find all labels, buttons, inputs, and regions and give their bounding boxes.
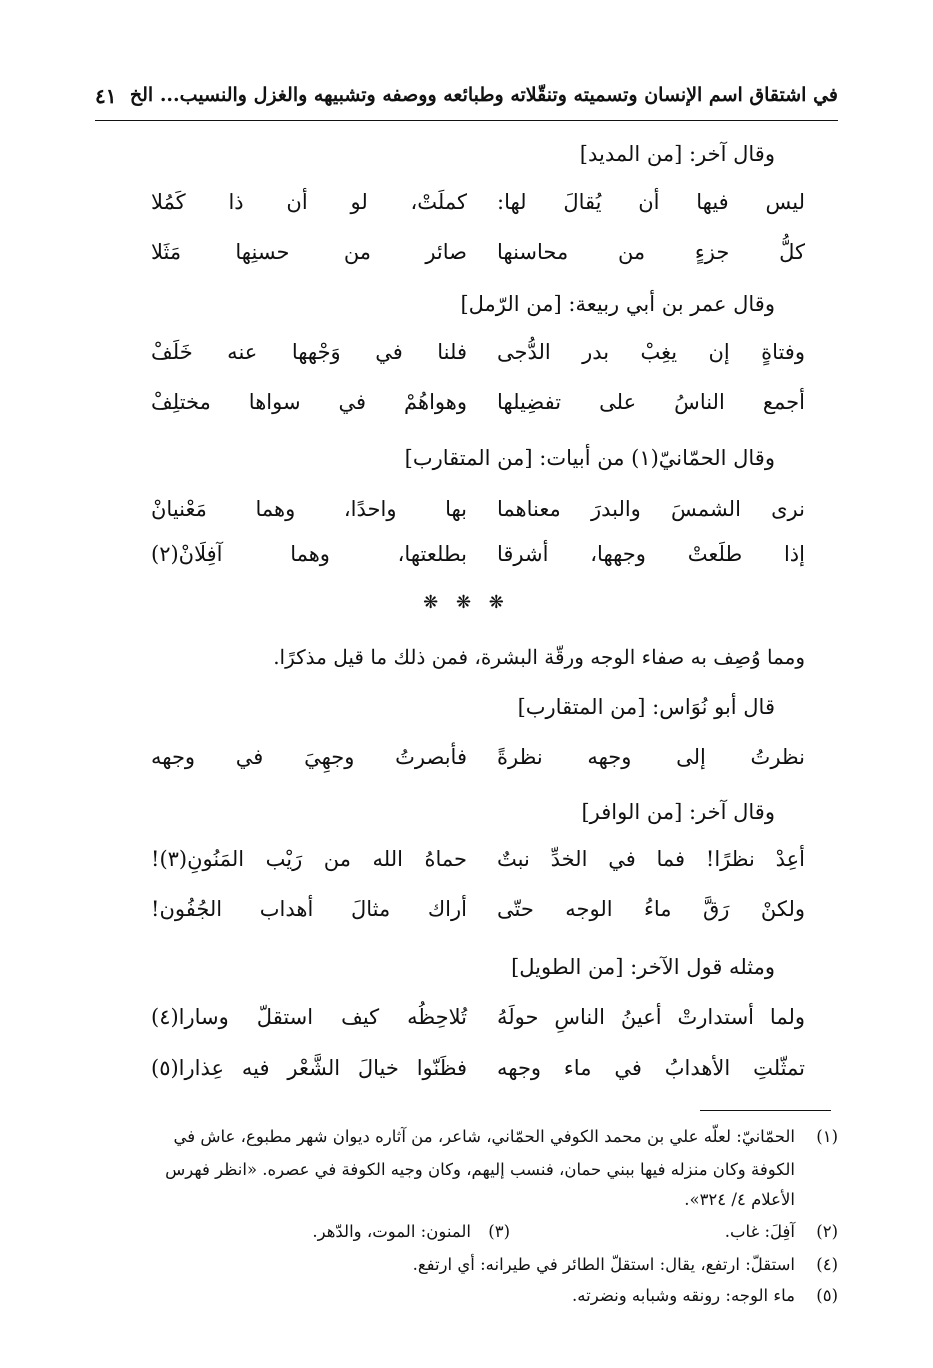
hemistich-left: وهواهُمْ في سواها مختلِفْ bbox=[151, 390, 467, 414]
hemistich-right: نظرتُ إلى وجهه نظرةً bbox=[497, 745, 805, 769]
hemistich-left: فلنا في وَجْهها عنه خَلَفْ bbox=[151, 340, 467, 364]
prose-line: ومما وُصِف به صفاء الوجه ورقّة البشرة، فمن ذلك ما قيل مذكرًا. bbox=[273, 645, 805, 669]
hemistich-left: بطلعتها، وهما آفِلَانْ(٢) bbox=[151, 542, 467, 566]
running-title: في اشتقاق اسم الإنسان وتسميته وتنقّلاته وطبائعه ووصفه وتشبيهه والغزل والنسيب... الخ bbox=[129, 84, 838, 106]
footnote-text: الأعلام ٤/ ٣٢٤». bbox=[684, 1190, 795, 1209]
hemistich-right: وفتاةٍ إن يغِبْ بدر الدُّجى bbox=[497, 340, 805, 364]
hemistich-right: ولما أستدارتْ أعينُ الناسِ حولَهُ bbox=[497, 1005, 805, 1029]
hemistich-left: أراك مثالَ أهداب الجُفُون! bbox=[151, 897, 467, 921]
hemistich-left: فظَنّوا خيالَ الشَّعْر فيه عِذارا(٥) bbox=[151, 1056, 467, 1080]
verse-intro: وقال آخر: [من الوافر] bbox=[581, 800, 775, 824]
footnote-number: (٢) bbox=[816, 1222, 838, 1241]
footnote-text: ماء الوجه: رونقه وشبابه ونضرته. bbox=[572, 1286, 795, 1305]
verse-intro: وقال آخر: [من المديد] bbox=[579, 142, 775, 166]
footnote-text: المنون: الموت، والدّهر. bbox=[312, 1222, 471, 1241]
hemistich-right: ولكنْ رَقَّ ماءُ الوجه حتّى bbox=[497, 897, 805, 921]
hemistich-right: أعِدْ نظرًا! فما في الخدِّ نبتٌ bbox=[497, 847, 805, 871]
section-separator: ❋ ❋ ❋ bbox=[423, 592, 510, 613]
hemistich-left: صائر من حسنِها مَثَلا bbox=[151, 240, 467, 264]
footnote-number: (٣) bbox=[488, 1222, 510, 1241]
hemistich-right: إذا طلَعتْ وجهها، أشرقا bbox=[497, 542, 805, 566]
page-number: ٤١ bbox=[95, 84, 117, 108]
verse-intro: ومثله قول الآخر: [من الطويل] bbox=[511, 955, 775, 979]
footnote-number: (٥) bbox=[816, 1286, 838, 1305]
footnote-rule bbox=[700, 1110, 831, 1111]
hemistich-left: تُلاحِظُه كيف استقلّ وسارا(٤) bbox=[151, 1005, 467, 1029]
hemistich-right: نرى الشمسَ والبدرَ معناهما bbox=[497, 497, 805, 521]
footnote-number: (١) bbox=[816, 1127, 838, 1146]
footnote-number: (٤) bbox=[816, 1255, 838, 1274]
verse-intro: وقال الحمّانيّ(١) من أبيات: [من المتقارب] bbox=[404, 446, 775, 470]
hemistich-left: فأبصرتُ وجهِيَ في وجهه bbox=[151, 745, 467, 769]
hemistich-right: تمثّلتِ الأهدابُ في ماء وجهه bbox=[497, 1056, 805, 1080]
hemistich-left: كملَتْ، لو أن ذا كَمُلا bbox=[151, 190, 467, 214]
hemistich-left: حماهُ الله من رَيْب المَنُونِ(٣)! bbox=[151, 847, 467, 871]
hemistich-right: ليس فيها أن يُقالَ لها: bbox=[497, 190, 805, 214]
verse-intro: قال أبو نُوَاس: [من المتقارب] bbox=[517, 695, 775, 719]
hemistich-left: بها واحدًا، وهما مَعْنيانْ bbox=[151, 497, 467, 521]
hemistich-right: كلُّ جزءٍ من محاسنها bbox=[497, 240, 805, 264]
footnote-text: الكوفة وكان منزله فيها ببني حمان، فنسب إليهم، وكان وجيه الكوفة في عصره. «انظر فهرس bbox=[165, 1160, 795, 1179]
footnote-text: استقلّ: ارتفع، يقال: استقلّ الطائر في طيرانه: أي ارتفع. bbox=[412, 1255, 795, 1274]
footnote-text: آفِلَ: غاب. bbox=[724, 1222, 795, 1241]
hemistich-right: أجمع الناسُ على تفضِيلها bbox=[497, 390, 805, 414]
footnote-text: الحمّانيّ: لعلّه علي بن محمد الكوفي الحمّاني، شاعر، من آثاره ديوان شهر مطبوع، عاش في bbox=[173, 1127, 795, 1146]
verse-intro: وقال عمر بن أبي ربيعة: [من الرّمل] bbox=[460, 292, 775, 316]
page-header bbox=[95, 80, 838, 121]
